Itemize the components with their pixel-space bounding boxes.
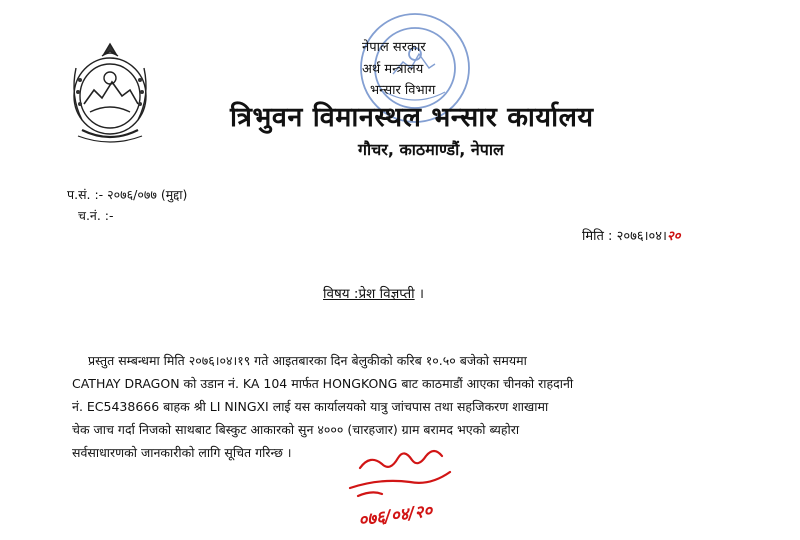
reference-number: प.सं. :- २०७६/०७७ (मुद्दा): [67, 187, 188, 202]
department-name: भन्सार विभाग: [370, 83, 436, 98]
body-line-5: सर्वसाधारणको जानकारीको लागि सूचित गरिन्छ ।: [72, 445, 292, 460]
government-name: नेपाल सरकार: [362, 40, 426, 55]
subject-label: विषय :प्रेश विज्ञप्ती: [323, 286, 415, 302]
office-address: गौचर, काठमाण्डौं, नेपाल: [358, 140, 504, 159]
body-line-4: चेक जाच गर्दा निजको साथबाट बिस्कुट आकारको सुन ४००० (चारहजार) ग्राम बरामद भएको ब्यहोरा: [72, 422, 520, 437]
subject-line: [323, 284, 424, 302]
date-label: मिति : २०७६।०४।: [582, 229, 667, 244]
ministry-name: अर्थ मन्त्रालय: [362, 62, 424, 77]
signature-date: ०७६/०४/२०: [357, 500, 434, 532]
date-handwritten-day: २०: [666, 229, 681, 244]
document-date: [582, 226, 681, 244]
body-line-2: CATHAY DRAGON को उडान नं. KA 104 मार्फत HONGKONG बाट काठमाडौं आएका चीनको राहदानी: [72, 376, 574, 391]
office-title: त्रिभुवन विमानस्थल भन्सार कार्यालय: [230, 102, 594, 133]
nepal-emblem-logo: [62, 38, 158, 148]
body-line-3: नं. EC5438666 बाहक श्री LI NINGXI लाई यस कार्यालयको यात्रु जांचपास तथा सहजिकरण शाखामा: [72, 399, 549, 414]
body-line-1: प्रस्तुत सम्बन्धमा मिति २०७६।०४।१९ गते आइतबारका दिन बेलुकीको करिब १०.५० बजेको समयमा: [88, 353, 527, 368]
dispatch-number: च.नं. :-: [78, 208, 114, 223]
subject-suffix: ।: [414, 286, 425, 302]
